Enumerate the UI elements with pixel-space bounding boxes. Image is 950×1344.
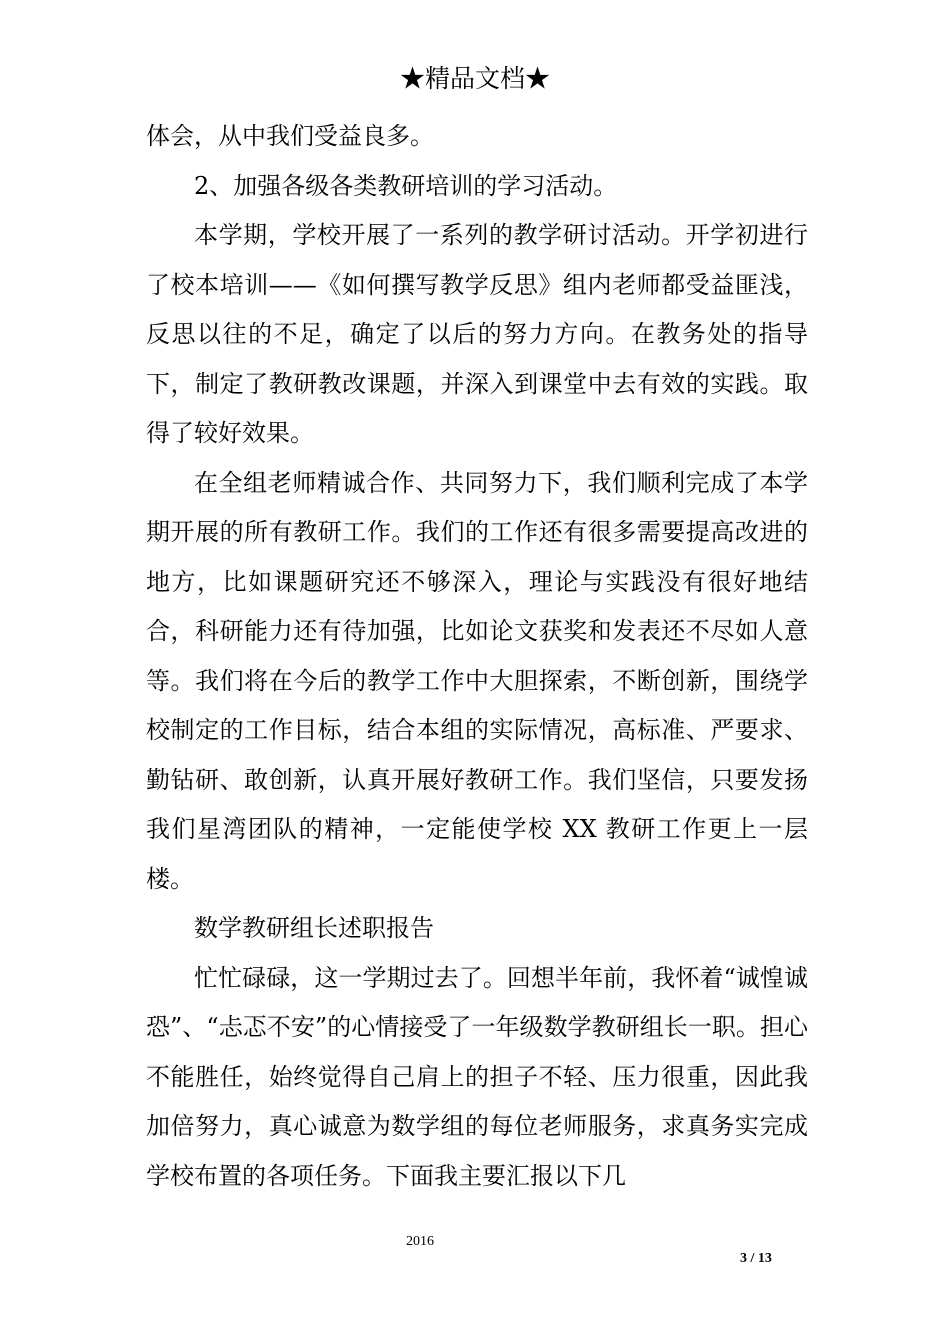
page-header-title: ★精品文档★ [399, 64, 550, 93]
document-body [146, 112, 808, 1201]
page-number: 3 / 13 [740, 1251, 772, 1266]
paragraph-4: 在全组老师精诚合作、共同努力下，我们顺利完成了本学期开展的所有教研工作。我们的工作还有很多需要提高改进的地方，比如课题研究还不够深入，理论与实践没有很好地结合，科研能力还有待加强，比如论文获奖和发表还不尽如人意等。我们将在今后的教学工作中大胆探索，不断创新，围绕学校制定的工作目标，结合本组的实际情况，高标准、严要求、勤钻研、敢创新，认真开展好教研工作。我们坚信，只要发扬我们星湾团队的精神，一定能使学校 XX 教研工作更上一层楼。 [146, 468, 808, 893]
footer-year: 2016 [406, 1234, 434, 1249]
paragraph-1: 体会，从中我们受益良多。 [146, 122, 434, 150]
paragraph-2: 2、加强各级各类教研培训的学习活动。 [194, 171, 618, 200]
section-heading: 数学教研组长述职报告 [194, 914, 434, 942]
paragraph-3: 本学期，学校开展了一系列的教学研讨活动。开学初进行了校本培训——《如何撰写教学反思》组内老师都受益匪浅，反思以往的不足，确定了以后的努力方向。在教务处的指导下，制定了教研教改课题，并深入到课堂中去有效的实践。取得了较好效果。 [146, 221, 808, 447]
paragraph-5: 忙忙碌碌，这一学期过去了。回想半年前，我怀着“诚惶诚恐”、“忐忑不安”的心情接受了一年级数学教研组长一职。担心不能胜任，始终觉得自己肩上的担子不轻、压力很重，因此我加倍努力，真心诚意为数学组的每位老师服务，求真务实完成学校布置的各项任务。下面我主要汇报以下几 [146, 963, 808, 1190]
